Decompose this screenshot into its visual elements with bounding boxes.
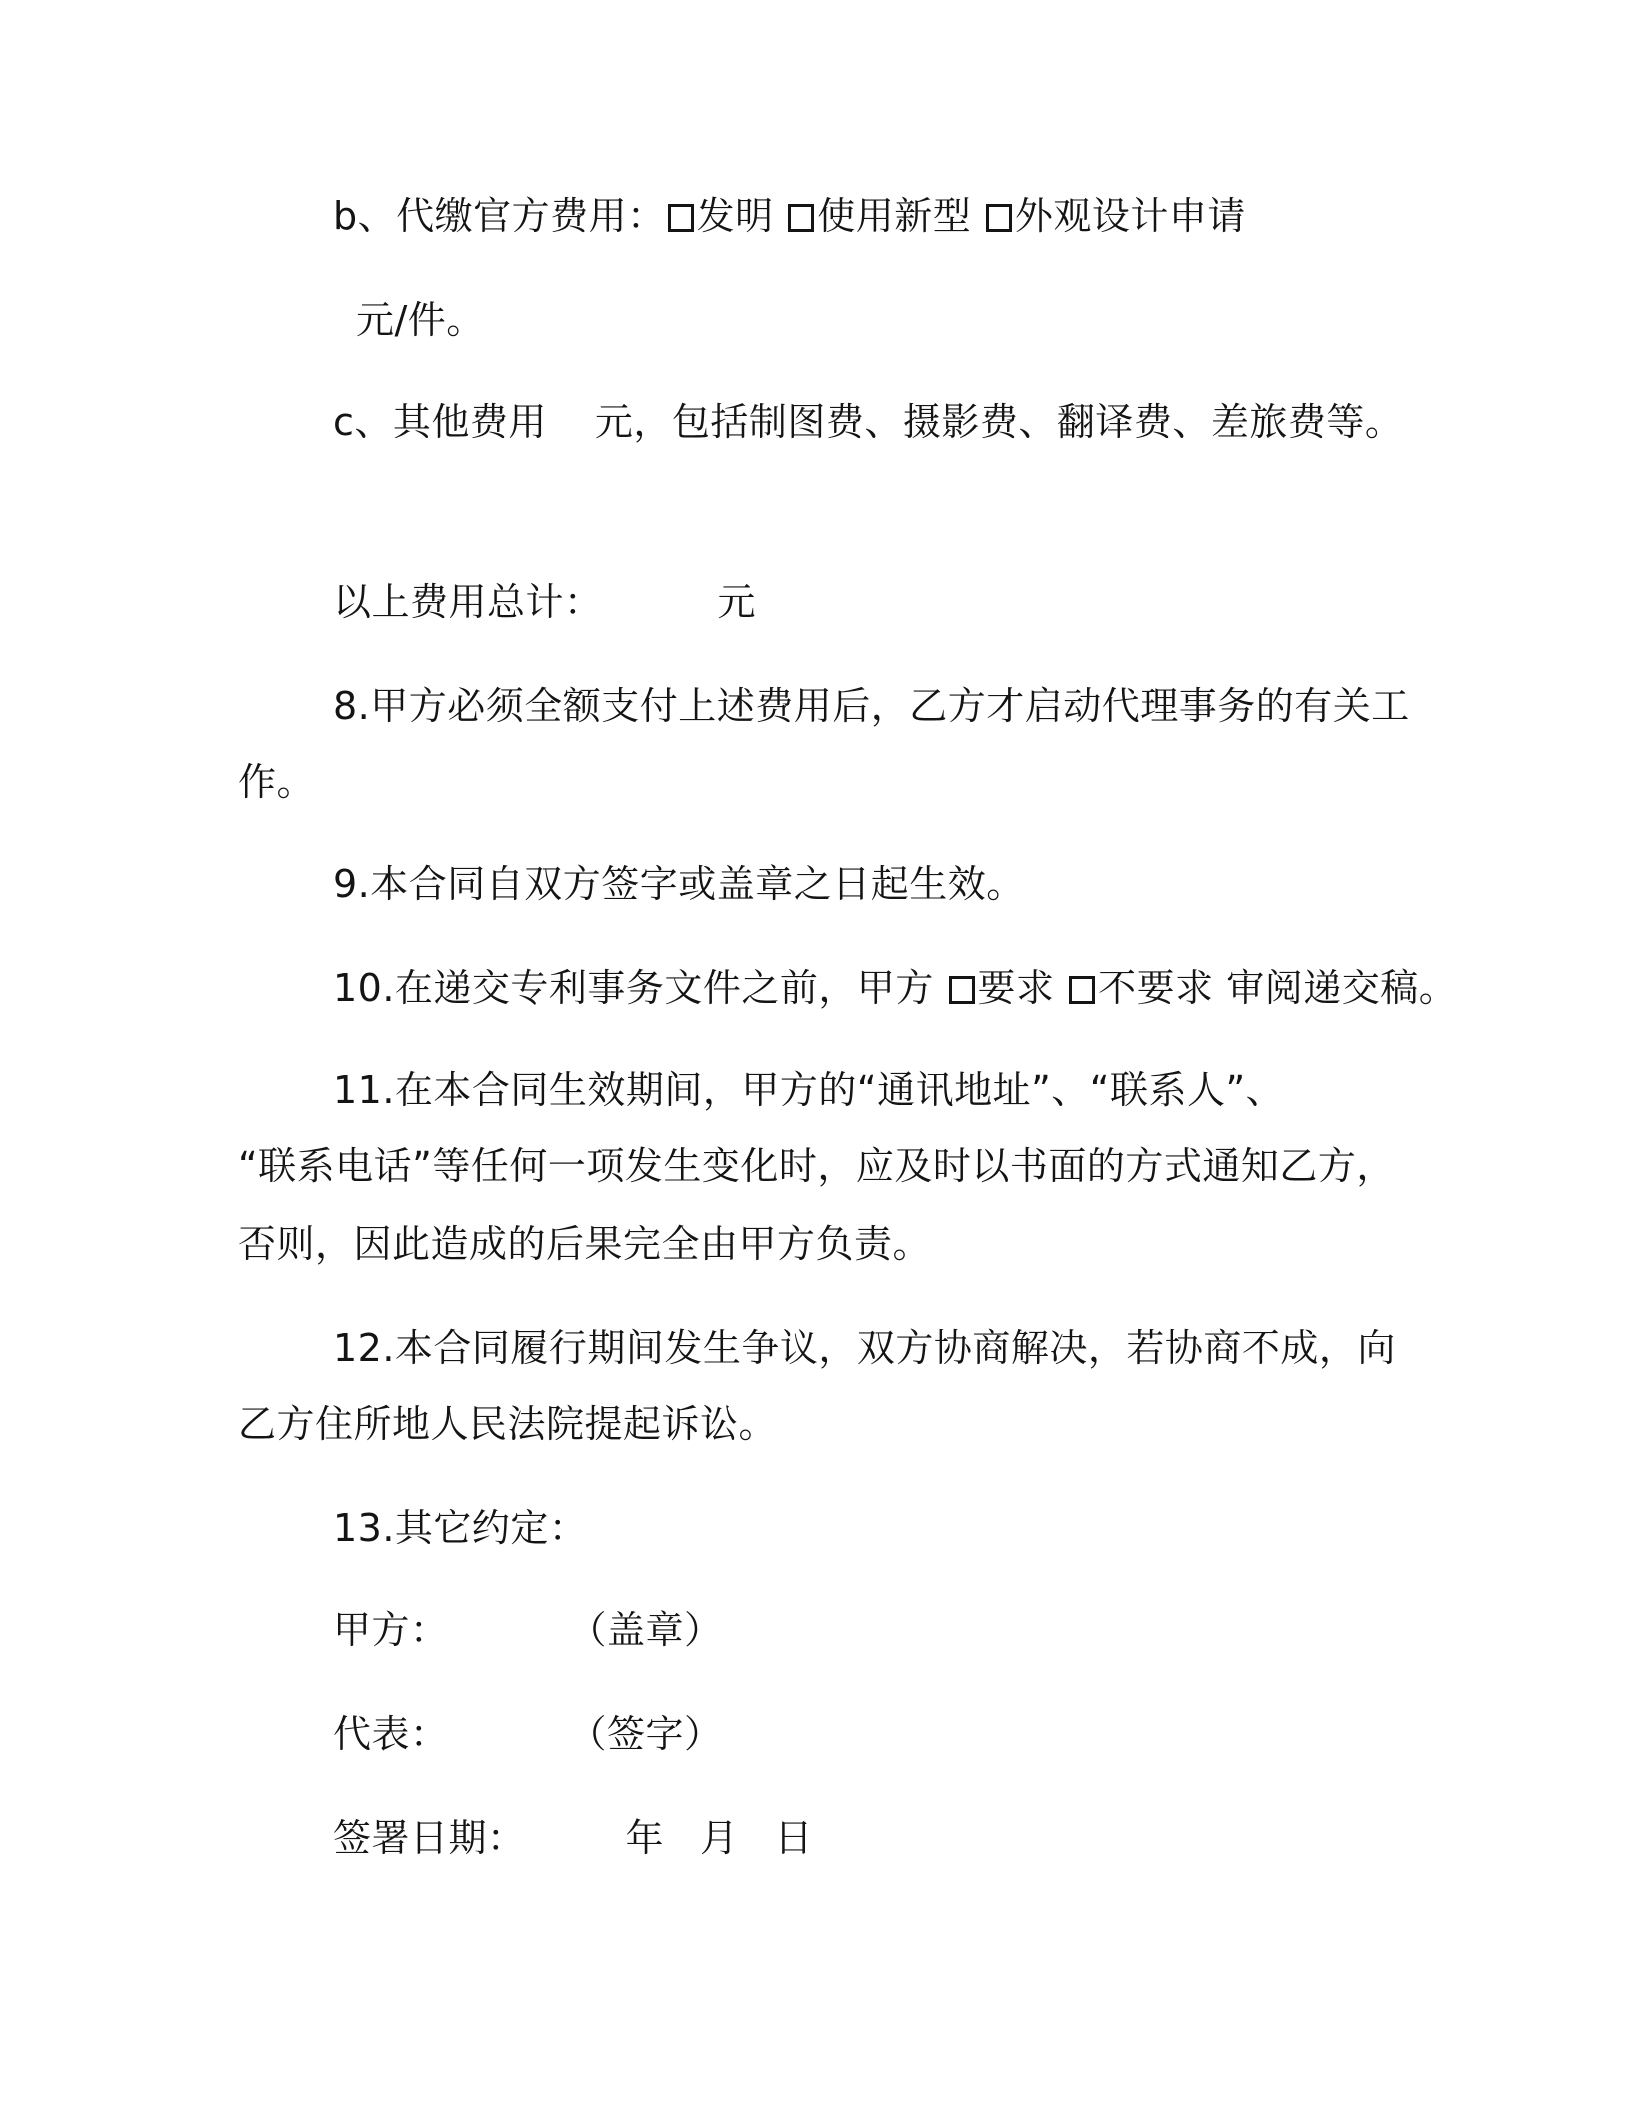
sign-date-line <box>333 1814 813 1862</box>
clause12-line2: 乙方住所地人民法院提起诉讼。 <box>238 1402 778 1446</box>
clause11-line3: 否则，因此造成的后果完全由甲方负责。 <box>238 1222 932 1266</box>
checkbox-require[interactable] <box>949 976 975 1004</box>
checkbox-invention[interactable] <box>668 204 694 232</box>
fee-b-line <box>333 192 1246 240</box>
fee-b-unit: 元/件。 <box>356 298 485 342</box>
total-unit: 元 <box>717 580 757 624</box>
checkbox-design[interactable] <box>986 204 1012 232</box>
fee-c-suffix: 元，包括制图费、摄影费、翻译费、差旅费等。 <box>594 400 1404 444</box>
sign-date-month: 月 <box>700 1816 739 1860</box>
clause10-suffix: 审阅递交稿。 <box>1226 966 1458 1010</box>
clause10-option-not-require: 不要求 <box>1098 966 1214 1010</box>
checkbox-utility-model[interactable] <box>788 204 814 232</box>
sign-date-day: 日 <box>774 1816 814 1860</box>
clause10-line <box>333 964 1457 1012</box>
fee-c-line <box>333 398 1403 446</box>
clause8-line1: 8.甲方必须全额支付上述费用后，乙方才启动代理事务的有关工 <box>333 684 1410 728</box>
clause11-line2: “联系电话”等任何一项发生变化时，应及时以书面的方式通知乙方， <box>238 1144 1395 1188</box>
total-label: 以上费用总计： <box>333 580 603 624</box>
sign-date-label: 签署日期： <box>333 1816 526 1860</box>
party-a-note: （盖章） <box>568 1608 723 1652</box>
checkbox-not-require[interactable] <box>1069 976 1095 1004</box>
representative-note: （签字） <box>568 1712 723 1756</box>
party-a-line <box>333 1606 723 1654</box>
clause8-line2: 作。 <box>238 760 316 804</box>
clause9-text: 9.本合同自双方签字或盖章之日起生效。 <box>333 862 1025 906</box>
fee-b-option-invention: 发明 <box>696 194 774 238</box>
clause13-text: 13.其它约定： <box>333 1506 588 1550</box>
clause11-line1: 11.在本合同生效期间，甲方的“通讯地址”、“联系人”、 <box>333 1068 1285 1112</box>
party-a-label: 甲方： <box>333 1608 449 1652</box>
fee-c-prefix: c、其他费用 <box>333 400 547 444</box>
representative-label: 代表： <box>333 1712 449 1756</box>
clause12-line1: 12.本合同履行期间发生争议，双方协商解决，若协商不成，向 <box>333 1326 1396 1370</box>
fee-b-option-utility: 使用新型 <box>817 194 972 238</box>
representative-line <box>333 1710 723 1758</box>
fee-b-option-design: 外观设计申请 <box>1014 194 1246 238</box>
clause10-option-require: 要求 <box>977 966 1055 1010</box>
clause10-prefix: 10.在递交专利事务文件之前，甲方 <box>333 966 934 1010</box>
total-line <box>333 578 756 626</box>
sign-date-year: 年 <box>625 1816 665 1860</box>
fee-b-prefix: b、代缴官方费用： <box>333 194 666 238</box>
